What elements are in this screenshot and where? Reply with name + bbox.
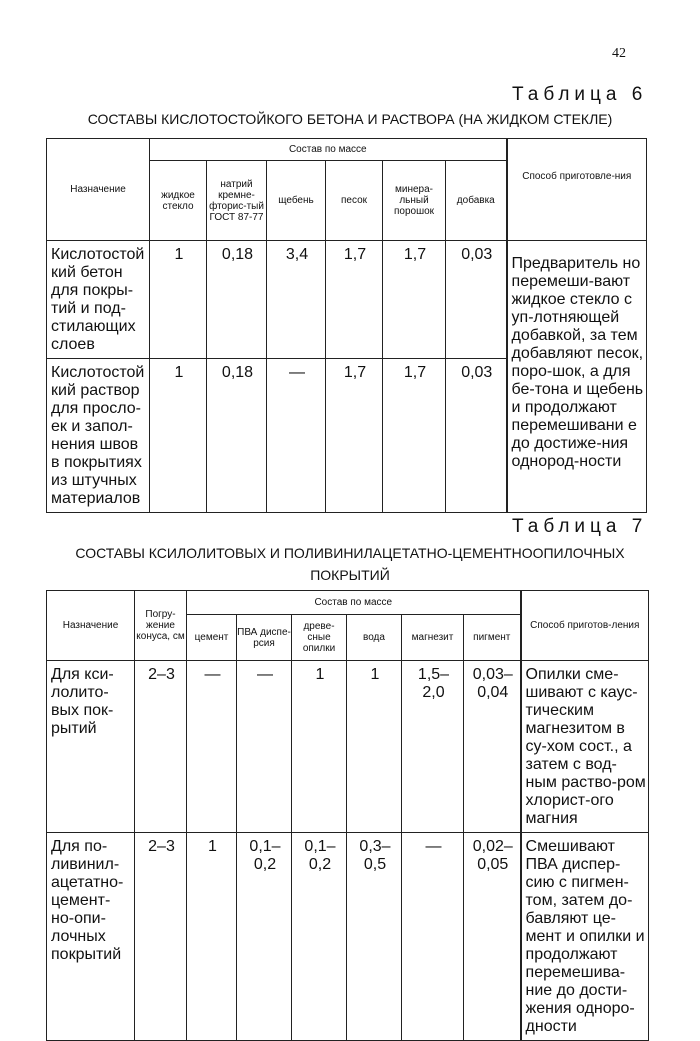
table7-col-header: магнезит xyxy=(402,615,464,661)
cell: 1 xyxy=(150,241,207,359)
table7-col-header: цемент xyxy=(187,615,237,661)
table7-header-purpose: Назначение xyxy=(47,591,135,661)
cell: 0,18 xyxy=(207,359,267,513)
table7-title xyxy=(40,542,660,586)
cell: 1,7 xyxy=(383,241,446,359)
cell: 3,4 xyxy=(267,241,326,359)
table7-label: Таблица 7 xyxy=(512,516,648,537)
table6-header-purpose: Назначение xyxy=(47,139,150,241)
cell: 0,18 xyxy=(207,241,267,359)
row-purpose: Для кси-лолито-вых пок-рытий xyxy=(47,661,135,833)
table-row xyxy=(47,661,649,833)
row-method: Опилки сме-шивают с каус-тическим магнезитом в су-хом сост., а затем с вод-ным раство-ром хлорист-ого магния xyxy=(521,661,649,833)
table6-title: СОСТАВЫ КИСЛОТОСТОЙКОГО БЕТОНА И РАСТВОРА (НА ЖИДКОМ СТЕКЛЕ) xyxy=(87,111,613,127)
table6 xyxy=(46,138,647,513)
table7-col-header: древе-сные опилки xyxy=(292,615,347,661)
cell: 2–3 xyxy=(135,833,187,1041)
table6-col-header: натрий кремне-фторис-тый ГОСТ 87-77 xyxy=(207,161,267,241)
row-purpose: Кислотостой кий раствор для просло-ек и запол-нения швов в покрытиях из штучных материалов xyxy=(47,359,150,513)
page-number: 42 xyxy=(612,46,626,61)
table7-col-header: ПВА диспе-рсия xyxy=(237,615,292,661)
table6-header-composition: Состав по массе xyxy=(150,139,507,161)
cell: 0,1– 0,2 xyxy=(237,833,292,1041)
table7-header-slump: Погру-жение конуса, см xyxy=(135,591,187,661)
table7-header-composition: Состав по массе xyxy=(187,591,521,615)
cell: 1,7 xyxy=(326,241,383,359)
cell: — xyxy=(267,359,326,513)
table7-col-header: пигмент xyxy=(464,615,521,661)
table7 xyxy=(46,590,649,1041)
row-purpose: Кислотостой кий бетон для покры-тий и под-стилающих слоев xyxy=(47,241,150,359)
row-purpose: Для по-ливинил-ацетатно-цемент-но-опи-лочных покрытий xyxy=(47,833,135,1041)
cell: 1,5– 2,0 xyxy=(402,661,464,833)
cell: 1 xyxy=(150,359,207,513)
cell: 0,03 xyxy=(446,241,507,359)
table6-col-header: добавка xyxy=(446,161,507,241)
cell: 0,03– 0,04 xyxy=(464,661,521,833)
cell: 1,7 xyxy=(326,359,383,513)
cell: 1 xyxy=(347,661,402,833)
cell: — xyxy=(237,661,292,833)
cell: — xyxy=(402,833,464,1041)
table6-label: Таблица 6 xyxy=(512,84,648,105)
cell: 0,02– 0,05 xyxy=(464,833,521,1041)
table-row xyxy=(47,833,649,1041)
cell: 2–3 xyxy=(135,661,187,833)
table7-col-header: вода xyxy=(347,615,402,661)
table-row xyxy=(47,241,647,359)
cell: 1 xyxy=(187,833,237,1041)
table7-title-line1: СОСТАВЫ КСИЛОЛИТОВЫХ И ПОЛИВИНИЛАЦЕТАТНО-ЦЕМЕНТНООПИЛОЧНЫХ xyxy=(75,545,625,561)
cell: — xyxy=(187,661,237,833)
cell: 1 xyxy=(292,661,347,833)
table6-header-method: Способ приготовле-ния xyxy=(507,139,647,241)
table6-col-header: жидкое стекло xyxy=(150,161,207,241)
table6-col-header: минера-льный порошок xyxy=(383,161,446,241)
cell: 1,7 xyxy=(383,359,446,513)
table6-col-header: песок xyxy=(326,161,383,241)
table7-header-method: Способ приготов-ления xyxy=(521,591,649,661)
table7-title-line2: ПОКРЫТИЙ xyxy=(310,567,390,583)
cell: 0,03 xyxy=(446,359,507,513)
cell: 0,3– 0,5 xyxy=(347,833,402,1041)
table6-col-header: щебень xyxy=(267,161,326,241)
cell: 0,1– 0,2 xyxy=(292,833,347,1041)
row-method: Смешивают ПВА диспер-сию с пигмен-том, затем до-бавляют це-мент и опилки и продолжают перемешива-ние до дости-жения однoро-дности xyxy=(521,833,649,1041)
table6-method-text: Предваритель но перемеши-вают жидкое стекло с уп-лотняющей добавкой, за тем добавляют песок, поро-шок, а для бе-тона и щебень и продолжают перемешивани е до достиже-ния однород-ности xyxy=(507,241,647,513)
